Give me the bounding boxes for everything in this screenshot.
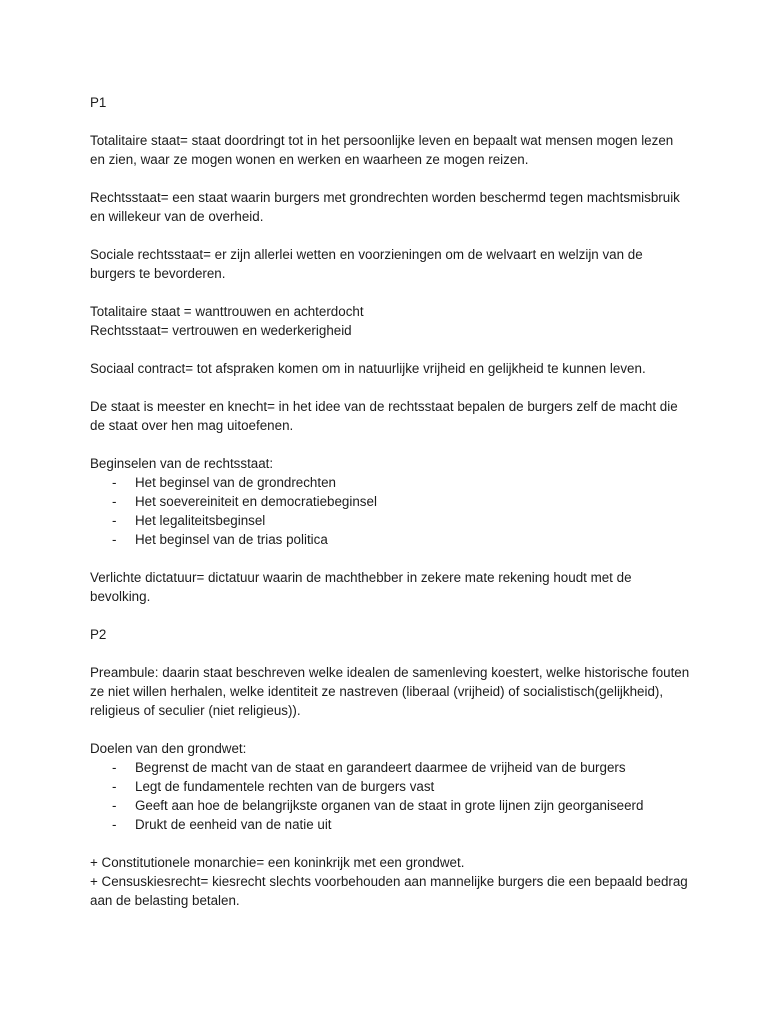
spacer bbox=[90, 720, 690, 739]
list-item-text: Begrenst de macht van de staat en garandeert daarmee de vrijheid van de burgers bbox=[135, 760, 626, 775]
definition-verlichte-dictatuur: Verlichte dictatuur= dictatuur waarin de machthebber in zekere mate rekening houdt met de bevolking. bbox=[90, 570, 632, 604]
spacer bbox=[90, 606, 690, 625]
list-item-text: Het beginsel van de trias politica bbox=[135, 532, 328, 547]
list-dash: - bbox=[112, 779, 117, 794]
list-item-text: Het soevereiniteit en democratiebeginsel bbox=[135, 494, 377, 509]
spacer bbox=[90, 549, 690, 568]
list-dash: - bbox=[112, 532, 117, 547]
spacer bbox=[90, 226, 690, 245]
doelen-intro: Doelen van den grondwet: bbox=[90, 741, 247, 756]
list-item-text: Geeft aan hoe de belangrijkste organen van de staat in grote lijnen zijn georganiseerd bbox=[135, 798, 644, 813]
doelen-list bbox=[90, 758, 690, 834]
spacer bbox=[90, 644, 690, 663]
list-item-text: Het beginsel van de grondrechten bbox=[135, 475, 336, 490]
list-item bbox=[90, 796, 690, 815]
spacer bbox=[90, 283, 690, 302]
comparison-rechtsstaat: Rechtsstaat= vertrouwen en wederkerigheid bbox=[90, 323, 352, 338]
list-item-text: Drukt de eenheid van de natie uit bbox=[135, 817, 332, 832]
definition-rechtsstaat: Rechtsstaat= een staat waarin burgers met grondrechten worden beschermd tegen machtsmisbruik en willekeur van de overheid. bbox=[90, 190, 680, 224]
list-dash: - bbox=[112, 798, 117, 813]
beginselen-intro: Beginselen van de rechtsstaat: bbox=[90, 456, 274, 471]
list-item bbox=[90, 530, 690, 549]
list-item-text: Legt de fundamentele rechten van de burgers vast bbox=[135, 779, 435, 794]
definition-sociale-rechtsstaat: Sociale rechtsstaat= er zijn allerlei wetten en voorzieningen om de welvaart en welzijn van de burgers te bevorderen. bbox=[90, 247, 643, 281]
definition-sociaal-contract: Sociaal contract= tot afspraken komen om in natuurlijke vrijheid en gelijkheid te kunnen leven. bbox=[90, 361, 646, 376]
list-dash: - bbox=[112, 513, 117, 528]
list-dash: - bbox=[112, 494, 117, 509]
list-item bbox=[90, 758, 690, 777]
spacer bbox=[90, 112, 690, 131]
list-item bbox=[90, 511, 690, 530]
list-item bbox=[90, 815, 690, 834]
definition-censuskiesrecht: + Censuskiesrecht= kiesrecht slechts voorbehouden aan mannelijke burgers die een bepaald bedrag aan de belasting betalen. bbox=[90, 874, 688, 908]
spacer bbox=[90, 435, 690, 454]
list-dash: - bbox=[112, 760, 117, 775]
definition-preambule: Preambule: daarin staat beschreven welke idealen de samenleving koestert, welke historische fouten ze niet willen herhalen, welke identiteit ze nastreven (liberaal (vrijheid) of socialistisch(gelijkheid), religieus of seculier (niet religieus)). bbox=[90, 665, 690, 718]
list-item bbox=[90, 473, 690, 492]
spacer bbox=[90, 378, 690, 397]
spacer bbox=[90, 340, 690, 359]
definition-constitutionele-monarchie: + Constitutionele monarchie= een koninkrijk met een grondwet. bbox=[90, 855, 465, 870]
definition-totalitaire-staat: Totalitaire staat= staat doordringt tot in het persoonlijke leven en bepaalt wat mensen mogen lezen en zien, waar ze mogen wonen en werken en waarheen ze mogen reizen. bbox=[90, 133, 674, 167]
document-page bbox=[90, 93, 690, 910]
spacer bbox=[90, 834, 690, 853]
heading-p2: P2 bbox=[90, 627, 107, 642]
list-item bbox=[90, 777, 690, 796]
list-item bbox=[90, 492, 690, 511]
beginselen-list bbox=[90, 473, 690, 549]
list-item-text: Het legaliteitsbeginsel bbox=[135, 513, 266, 528]
comparison-totalitaire: Totalitaire staat = wanttrouwen en achterdocht bbox=[90, 304, 364, 319]
heading-p1: P1 bbox=[90, 95, 107, 110]
list-dash: - bbox=[112, 817, 117, 832]
spacer bbox=[90, 169, 690, 188]
list-dash: - bbox=[112, 475, 117, 490]
definition-meester-knecht: De staat is meester en knecht= in het idee van de rechtsstaat bepalen de burgers zelf de macht die de staat over hen mag uitoefenen. bbox=[90, 399, 678, 433]
